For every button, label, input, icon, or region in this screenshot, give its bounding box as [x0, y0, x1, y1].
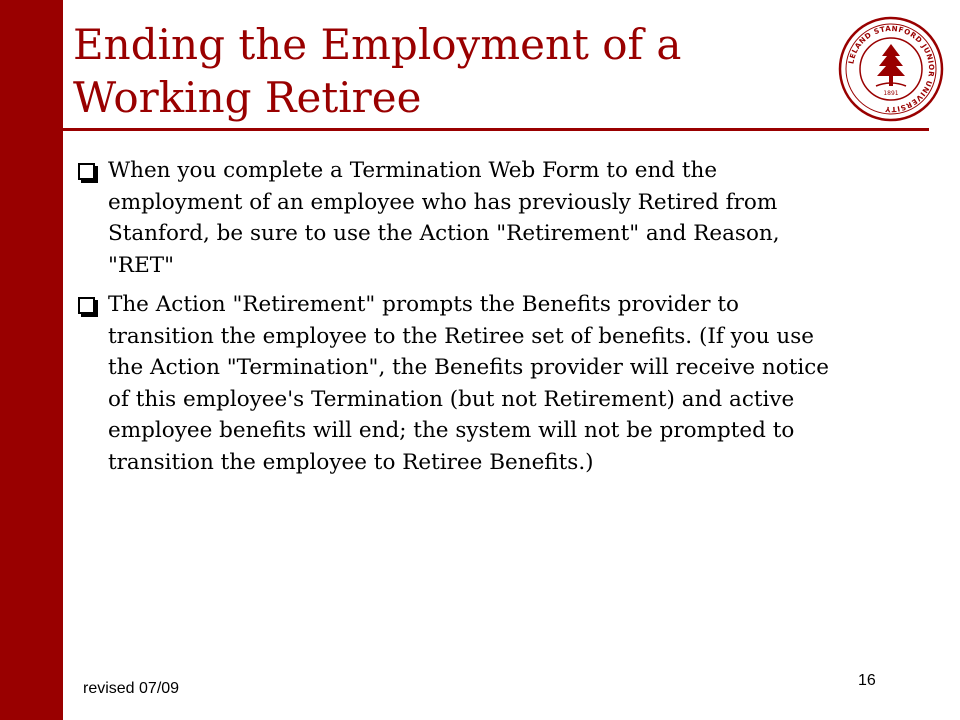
- bullet-list: [76, 155, 846, 486]
- bullet-item: [76, 155, 846, 281]
- seal-year: 1891: [883, 90, 899, 97]
- seal-text: LELAND STANFORD JUNIOR UNIVERSITY: [846, 23, 937, 115]
- bullet-text: When you complete a Termination Web Form to end the employment of an employee who has previously Retired from Stanford, be sure to use the Action "Retirement" and Reason, "RET": [108, 158, 780, 278]
- page-number: 16: [858, 672, 876, 689]
- bullet-text: The Action "Retirement" prompts the Benefits provider to transition the employee to the Retiree set of benefits. (If you use the Action "Termination", the Benefits provider will receive notice of this employee's Termination (but not Retirement) and active employee benefits will end; the system will not be prompted to transition the employee to Retiree Benefits.): [108, 292, 829, 475]
- revision-note: revised 07/09: [83, 680, 180, 697]
- checkbox-bullet-icon: [78, 163, 95, 180]
- university-seal-logo: [838, 16, 944, 122]
- slide-title: Ending the Employment of a Working Retiree: [73, 20, 682, 122]
- left-accent-bar: [0, 0, 63, 720]
- title-divider: [63, 128, 929, 131]
- bullet-item: [76, 289, 846, 478]
- checkbox-bullet-icon: [78, 297, 95, 314]
